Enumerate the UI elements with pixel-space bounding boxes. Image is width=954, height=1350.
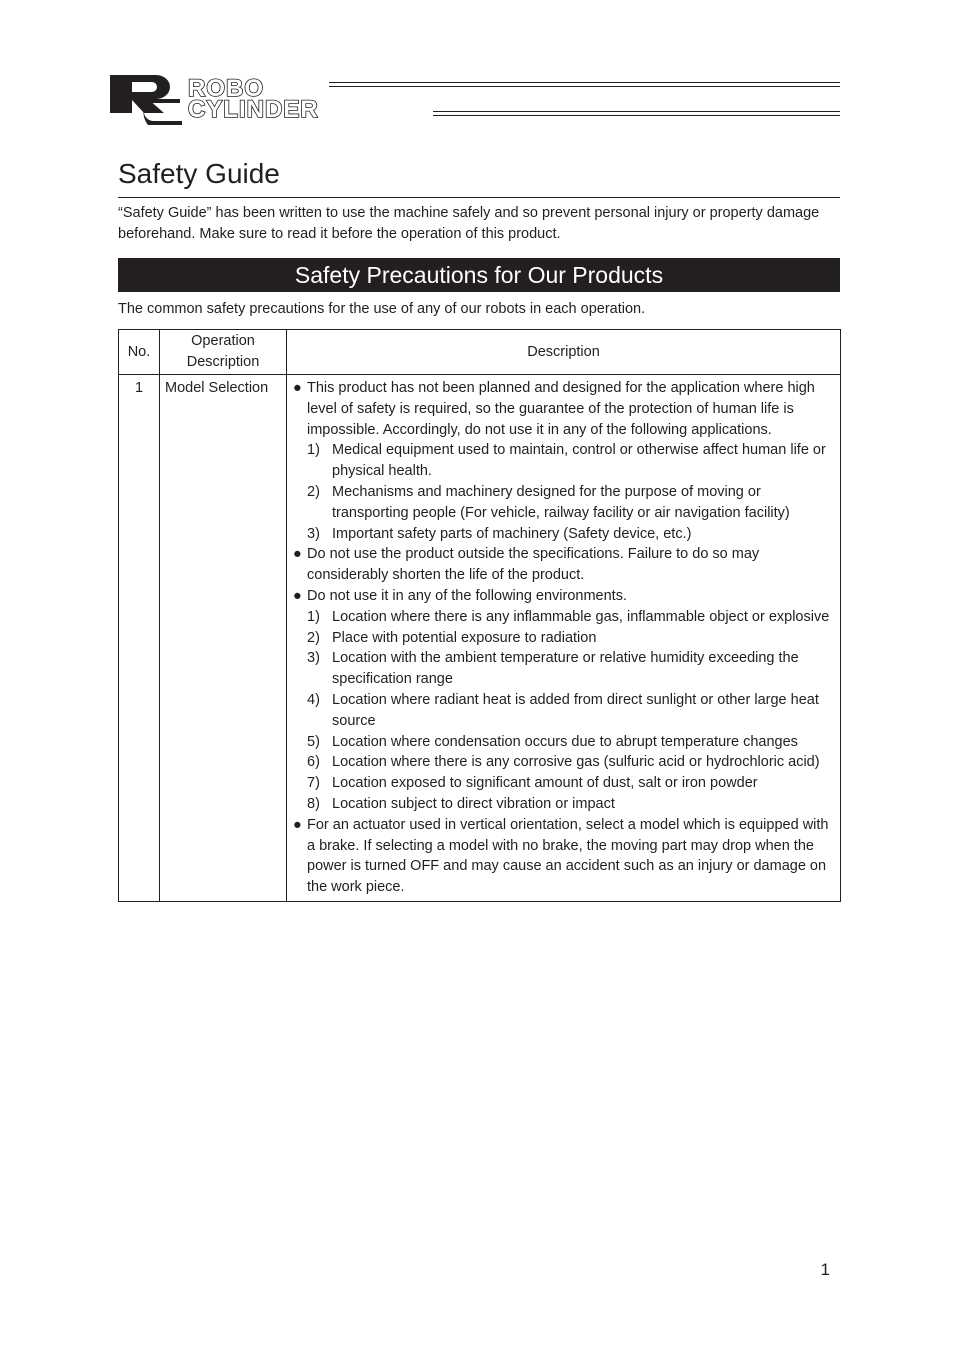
bullet-text: Do not use it in any of the following environments.	[307, 587, 627, 604]
logo-rule-top-1	[329, 82, 840, 83]
list-item-text: Location subject to direct vibration or impact	[332, 795, 615, 812]
header-description: Description	[287, 330, 841, 375]
list-item-text: Location where there is any corrosive gas (sulfuric acid or hydrochloric acid)	[332, 754, 820, 771]
header-no: No.	[119, 330, 160, 375]
list-item	[293, 690, 838, 732]
list-item-number: 3)	[307, 650, 320, 667]
page-number: 1	[820, 1260, 830, 1279]
list-item-text: Place with potential exposure to radiation	[332, 629, 597, 646]
table-header-row	[119, 330, 841, 375]
title-divider	[118, 197, 840, 198]
list-item-number: 6)	[307, 754, 320, 771]
list-item	[293, 732, 838, 753]
list-item-text: Location where there is any inflammable gas, inflammable object or explosive	[332, 608, 830, 625]
logo-rule-bottom-1	[433, 111, 840, 112]
list-item	[293, 524, 838, 545]
list-item	[293, 752, 838, 773]
list-item	[293, 628, 838, 649]
bullet-item	[293, 815, 838, 898]
list-item-number: 5)	[307, 733, 320, 750]
bullet-item	[293, 378, 838, 440]
list-item	[293, 440, 838, 482]
list-item-number: 7)	[307, 775, 320, 792]
section-banner: Safety Precautions for Our Products	[118, 258, 840, 292]
bullet-mark: ●	[293, 816, 302, 833]
row-operation: Model Selection	[160, 375, 287, 902]
list-item	[293, 648, 838, 690]
bullet-text: For an actuator used in vertical orientation, select a model which is equipped with a brake. If selecting a model with no brake, the moving part may drop when the power is turned OFF and may cause an accident such as an injury or damage on the work piece.	[307, 816, 829, 896]
list-item-number: 1)	[307, 608, 320, 625]
logo-word-cylinder: CYLINDER	[188, 96, 319, 123]
list-item-text: Location where radiant heat is added from direct sunlight or other large heat source	[332, 691, 819, 729]
list-item	[293, 482, 838, 524]
logo-rule-top-2	[329, 86, 840, 87]
common-precautions-text: The common safety precautions for the use of any of our robots in each operation.	[118, 301, 646, 317]
robo-cylinder-logo	[108, 73, 840, 125]
list-item-number: 1)	[307, 442, 320, 459]
list-item-text: Location where condensation occurs due to abrupt temperature changes	[332, 733, 798, 750]
bullet-mark: ●	[293, 380, 302, 396]
list-item-number: 2)	[307, 629, 320, 646]
bullet-item	[293, 586, 838, 607]
header-operation: Operation Description	[160, 330, 287, 375]
bullet-mark: ●	[293, 587, 302, 604]
logo-word-robo: ROBO	[188, 75, 264, 102]
list-item-text: Location with the ambient temperature or relative humidity exceeding the specification range	[332, 650, 799, 688]
bullet-text: Do not use the product outside the specifications. Failure to do so may considerably shorten the life of the product.	[307, 546, 760, 584]
safety-table	[118, 329, 841, 902]
bullet-mark: ●	[293, 546, 302, 563]
list-item-number: 3)	[307, 525, 320, 542]
row-description	[287, 375, 841, 902]
list-item-text: Medical equipment used to maintain, control or otherwise affect human life or physical health.	[332, 442, 826, 480]
list-item-number: 8)	[307, 795, 320, 812]
page-title: Safety Guide	[118, 158, 280, 189]
list-item-text: Mechanisms and machinery designed for the purpose of moving or transporting people (For vehicle, railway facility or air navigation facility)	[332, 483, 790, 521]
logo-rule-bottom-2	[433, 115, 840, 116]
table-row	[119, 375, 841, 902]
list-item	[293, 607, 838, 628]
list-item-text: Important safety parts of machinery (Safety device, etc.)	[332, 525, 692, 542]
list-item-number: 2)	[307, 483, 320, 500]
row-no: 1	[119, 375, 160, 902]
list-item	[293, 794, 838, 815]
list-item-number: 4)	[307, 691, 320, 708]
bullet-text: This product has not been planned and designed for the application where high level of safety is required, so the guarantee of the protection of human life is impossible. Accordingly, do not use it in any of the following applications.	[307, 380, 815, 438]
list-item	[293, 773, 838, 794]
list-item-text: Location exposed to significant amount of dust, salt or iron powder	[332, 775, 758, 792]
rc-logo-mark	[108, 73, 188, 125]
intro-paragraph: “Safety Guide” has been written to use the machine safely and so prevent personal injury or property damage beforehand. Make sure to read it before the operation of this product.	[118, 205, 820, 242]
bullet-item	[293, 544, 838, 586]
